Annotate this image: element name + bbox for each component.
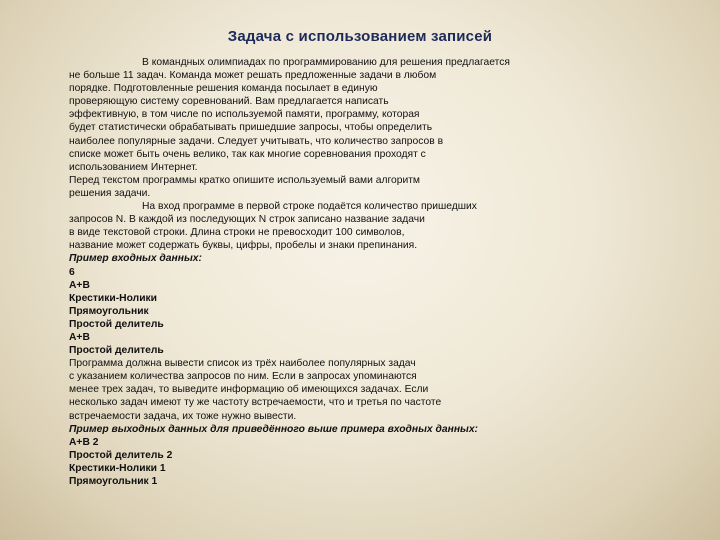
text-line: Программа должна вывести список из трёх наиболее популярных задач [69,358,416,370]
text-line: эффективную, в том числе по используемой памяти, программу, которая [69,109,420,121]
text-line: несколько задач имеют ту же частоту встречаемости, что и третья по частоте [69,397,442,409]
text-line: Перед текстом программы кратко опишите используемый вами алгоритм [69,174,420,186]
text-line: А+В [69,331,90,343]
text-line: решения задачи. [69,187,151,199]
text-line: в виде текстовой строки. Длина строки не превосходит 100 символов, [69,227,405,239]
text-line: будет статистически обрабатывать пришедшие запросы, чтобы определить [69,122,433,134]
text-line: Крестики-Нолики [69,292,158,304]
text-line: запросов N. В каждой из последующих N строк записано название задачи [69,214,425,226]
text-line: Простой делитель [69,318,164,330]
text-line: Крестики-Нолики 1 [69,462,166,474]
task-text-body [69,56,689,488]
text-line: списке может быть очень велико, так как многие соревнования проходят с [69,148,426,160]
text-line: встречаемости задача, их тоже нужно вывести. [69,410,297,422]
text-line: с указанием количества запросов по ним. Если в запросах упоминаются [69,371,417,383]
text-line: Прямоугольник [69,305,149,317]
text-line: Простой делитель [69,345,164,357]
text-line: 6 [69,266,75,278]
text-line: А+В 2 [69,436,99,448]
text-line: В командных олимпиадах по программированию для решения предлагается [142,57,510,68]
text-line: проверяющую систему соревнований. Вам предлагается написать [69,96,389,108]
text-line: Пример входных данных: [69,253,202,265]
text-line: использованием Интернет. [69,161,198,173]
text-line: А+В [69,279,90,291]
text-line: На вход программе в первой строке подаётся количество пришедших [142,201,477,213]
text-line: Простой делитель 2 [69,449,173,461]
slide-title: Задача с использованием записей [227,28,493,45]
text-line: Пример выходных данных для приведённого выше примера входных данных: [69,423,478,435]
text-line: название может содержать буквы, цифры, пробелы и знаки препинания. [69,240,418,252]
text-line: порядке. Подготовленные решения команда посылает в единую [69,83,378,95]
text-line: менее трех задач, то выведите информацию об имеющихся задачах. Если [69,384,429,396]
text-line: не больше 11 задач. Команда может решать предложенные задачи в любом [69,70,437,82]
text-line: Прямоугольник 1 [69,476,158,487]
text-line: наиболее популярные задачи. Следует учитывать, что количество запросов в [69,135,444,147]
